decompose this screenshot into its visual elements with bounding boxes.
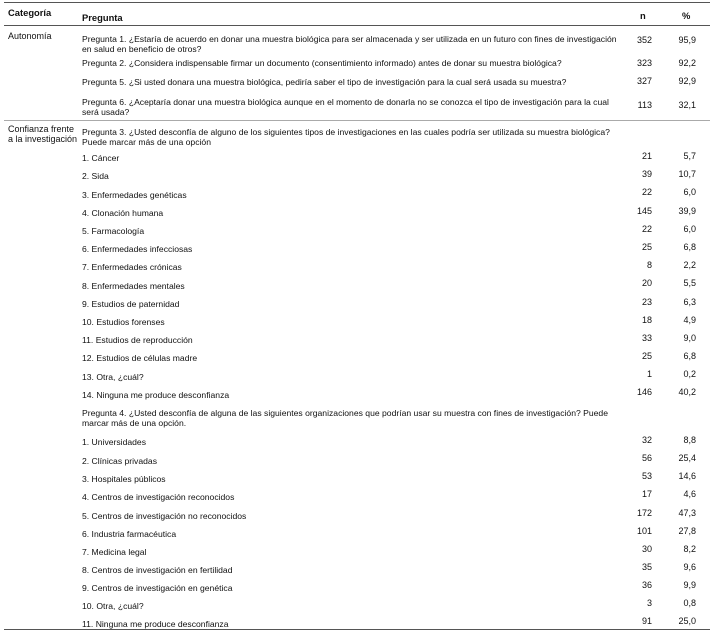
category-autonomia: Autonomía xyxy=(8,31,52,41)
table-row: Pregunta 6. ¿Aceptaría donar una muestra biológica aunque en el momento de donarla no se conozca el tipo de investigación para la cual será usada? xyxy=(82,97,609,117)
row-percent: 39,9 xyxy=(678,206,696,216)
row-percent: 0,2 xyxy=(683,369,696,379)
question-4: Pregunta 4. ¿Usted desconfía de alguna de las siguientes organizaciones que podrían usar su muestra con fines de investigación? Puede marcar más de una opción. xyxy=(82,408,608,428)
category-confianza: Confianza frente a la investigación xyxy=(8,124,78,144)
row-percent: 4,6 xyxy=(683,489,696,499)
row-n: 1 xyxy=(646,369,652,379)
row-n: 39 xyxy=(641,169,652,179)
row-n: 36 xyxy=(641,580,652,590)
list-item: 11. Ninguna me produce desconfianza xyxy=(82,619,229,629)
row-percent: 9,6 xyxy=(683,562,696,572)
row-percent: 6,8 xyxy=(683,242,696,252)
list-item: 3. Hospitales públicos xyxy=(82,474,166,484)
table-row: Pregunta 2. ¿Considera indispensable firmar un documento (consentimiento informado) antes de donar su muestra biológica? xyxy=(82,58,562,68)
list-item: 4. Clonación humana xyxy=(82,208,164,218)
table-header-rule xyxy=(4,25,710,26)
row-percent: 8,2 xyxy=(683,544,696,554)
list-item: 2. Clínicas privadas xyxy=(82,456,157,466)
row-n: 352 xyxy=(636,35,652,45)
list-item: 6. Enfermedades infecciosas xyxy=(82,244,193,254)
list-item: 12. Estudios de células madre xyxy=(82,353,198,363)
row-n: 145 xyxy=(636,206,652,216)
row-percent: 5,5 xyxy=(683,278,696,288)
list-item: 8. Centros de investigación en fertilidad xyxy=(82,565,233,575)
list-item: 5. Centros de investigación no reconocidos xyxy=(82,511,247,521)
header-percent: % xyxy=(682,10,691,21)
row-percent: 95,9 xyxy=(678,35,696,45)
list-item: 11. Estudios de reproducción xyxy=(82,335,193,345)
row-percent: 92,9 xyxy=(678,76,696,86)
question-3: Pregunta 3. ¿Usted desconfía de alguno de los siguientes tipos de investigaciones en las cuales podría ser utilizada su muestra biológica? Puede marcar más de una opción xyxy=(82,127,610,147)
list-item: 10. Estudios forenses xyxy=(82,317,165,327)
row-n: 172 xyxy=(636,508,652,518)
row-n: 20 xyxy=(641,278,652,288)
header-categoria: Categoría xyxy=(8,7,52,18)
list-item: 7. Medicina legal xyxy=(82,547,147,557)
list-item: 6. Industria farmacéutica xyxy=(82,529,177,539)
row-n: 30 xyxy=(641,544,652,554)
row-n: 146 xyxy=(636,387,652,397)
row-percent: 9,9 xyxy=(683,580,696,590)
list-item: 4. Centros de investigación reconocidos xyxy=(82,492,235,502)
row-percent: 32,1 xyxy=(678,100,696,110)
list-item: 10. Otra, ¿cuál? xyxy=(82,601,144,611)
row-n: 32 xyxy=(641,435,652,445)
row-n: 91 xyxy=(641,616,652,626)
row-percent: 5,7 xyxy=(683,151,696,161)
row-n: 35 xyxy=(641,562,652,572)
row-percent: 25,0 xyxy=(678,616,696,626)
row-percent: 2,2 xyxy=(683,260,696,270)
list-item: 9. Centros de investigación en genética xyxy=(82,583,233,593)
row-n: 25 xyxy=(641,242,652,252)
table-row: Pregunta 5. ¿Si usted donara una muestra biológica, pediría saber el tipo de investigación para la cual será usada su muestra? xyxy=(82,77,567,87)
list-item: 2. Sida xyxy=(82,171,109,181)
row-percent: 6,0 xyxy=(683,187,696,197)
row-n: 8 xyxy=(646,260,652,270)
row-percent: 0,8 xyxy=(683,598,696,608)
row-n: 101 xyxy=(636,526,652,536)
list-item: 14. Ninguna me produce desconfianza xyxy=(82,390,230,400)
row-n: 113 xyxy=(637,100,652,110)
row-n: 3 xyxy=(646,598,652,608)
row-n: 33 xyxy=(641,333,652,343)
row-percent: 25,4 xyxy=(678,453,696,463)
row-n: 23 xyxy=(641,297,652,307)
row-percent: 14,6 xyxy=(678,471,696,481)
row-n: 22 xyxy=(641,224,652,234)
row-percent: 10,7 xyxy=(678,169,696,179)
row-percent: 27,8 xyxy=(678,526,696,536)
list-item: 1. Universidades xyxy=(82,437,147,447)
list-item: 7. Enfermedades crónicas xyxy=(82,262,182,272)
section-divider xyxy=(4,120,710,121)
row-n: 323 xyxy=(636,58,652,68)
table-bottom-rule xyxy=(4,629,710,630)
row-percent: 92,2 xyxy=(678,58,696,68)
row-percent: 6,3 xyxy=(683,297,696,307)
list-item: 8. Enfermedades mentales xyxy=(82,281,185,291)
list-item: 9. Estudios de paternidad xyxy=(82,299,180,309)
list-item: 5. Farmacología xyxy=(82,226,145,236)
row-n: 25 xyxy=(641,351,652,361)
row-percent: 8,8 xyxy=(683,435,696,445)
list-item: 1. Cáncer xyxy=(82,153,120,163)
table-top-rule xyxy=(4,2,710,3)
list-item: 3. Enfermedades genéticas xyxy=(82,190,187,200)
row-percent: 6,8 xyxy=(683,351,696,361)
row-percent: 4,9 xyxy=(683,315,696,325)
row-percent: 47,3 xyxy=(678,508,696,518)
row-n: 56 xyxy=(641,453,652,463)
row-percent: 40,2 xyxy=(678,387,696,397)
row-n: 17 xyxy=(641,489,652,499)
row-percent: 6,0 xyxy=(683,224,696,234)
header-n: n xyxy=(640,10,646,21)
table-row: Pregunta 1. ¿Estaría de acuerdo en donar una muestra biológica para ser almacenada y ser utilizada en un futuro con fines de investigación en salud en beneficio de otros? xyxy=(82,34,617,54)
row-n: 53 xyxy=(641,471,652,481)
row-percent: 9,0 xyxy=(683,333,696,343)
row-n: 327 xyxy=(636,76,652,86)
list-item: 13. Otra, ¿cuál? xyxy=(82,372,144,382)
header-pregunta: Pregunta xyxy=(82,12,123,23)
row-n: 18 xyxy=(641,315,652,325)
row-n: 22 xyxy=(641,187,652,197)
row-n: 21 xyxy=(641,151,652,161)
